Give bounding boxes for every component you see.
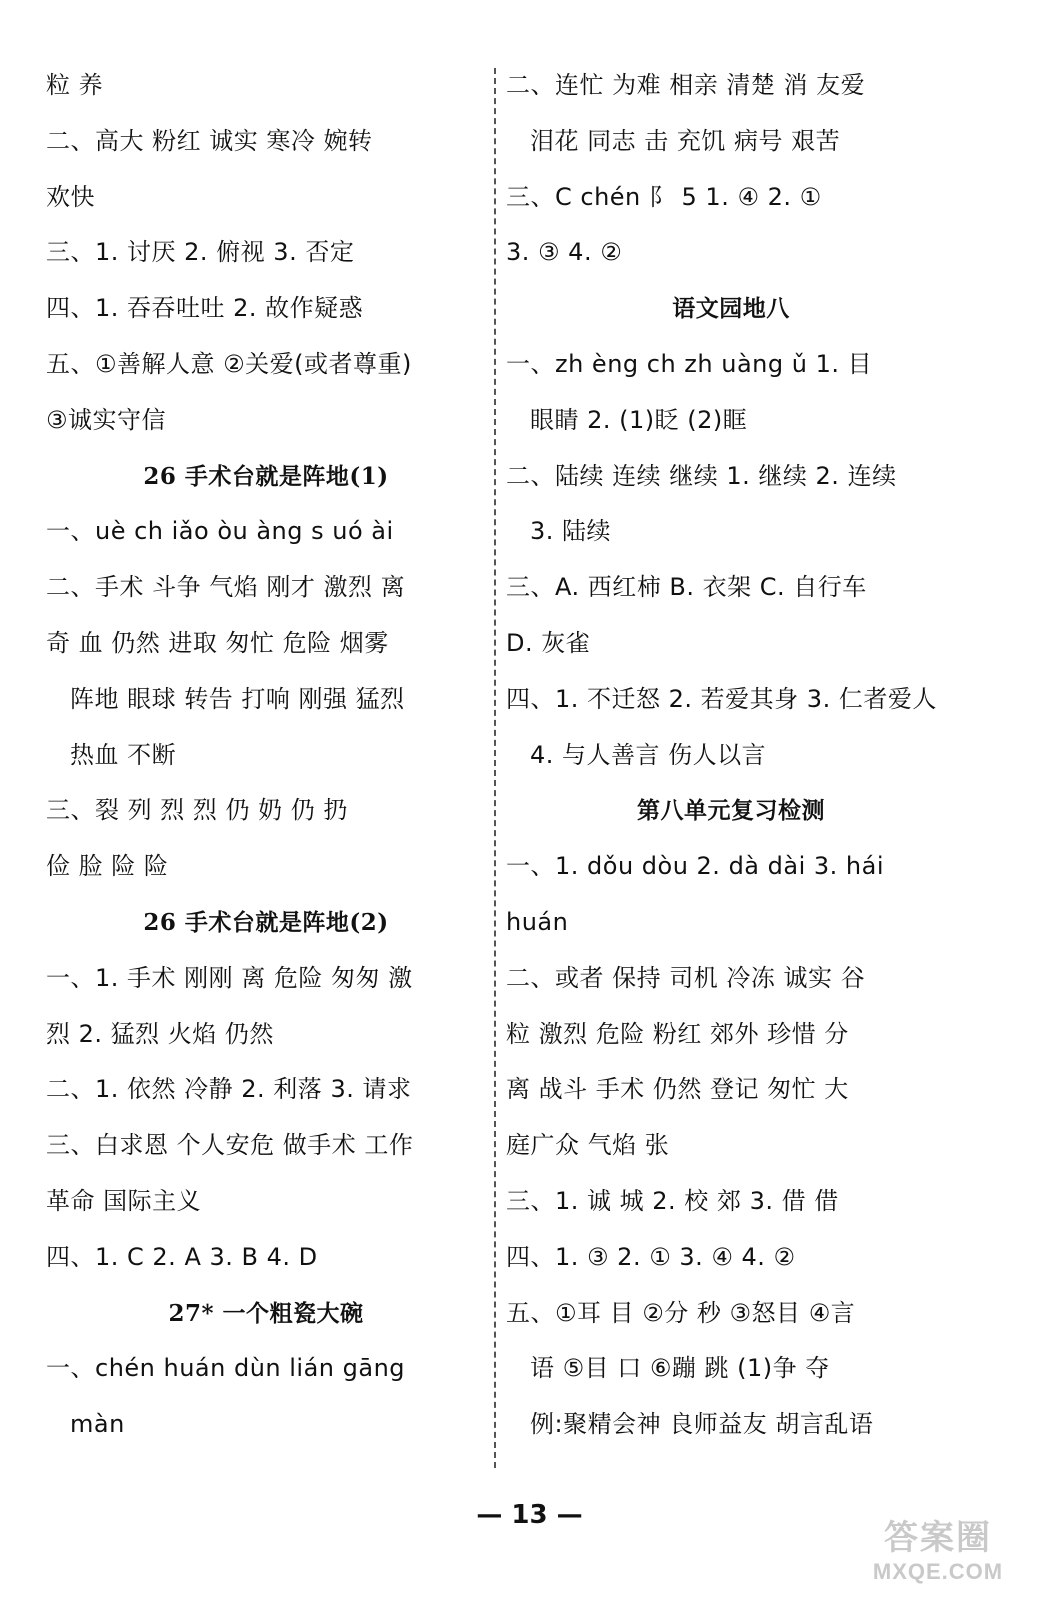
text-line: 二、陆续 连续 继续 1. 继续 2. 连续 bbox=[506, 461, 897, 490]
text-line: màn bbox=[70, 1410, 125, 1439]
section-heading: 26 手术台就是阵地(1) bbox=[143, 462, 389, 490]
text-line: 烈 2. 猛烈 火焰 仍然 bbox=[46, 1019, 274, 1048]
column-divider bbox=[494, 68, 496, 1468]
text-line: 奇 血 仍然 进取 匆忙 危险 烟雾 bbox=[46, 628, 389, 657]
text-line: 庭广众 气焰 张 bbox=[506, 1131, 670, 1160]
left-column bbox=[46, 58, 486, 1453]
text-line: 五、①善解人意 ②关爱(或者尊重) bbox=[46, 349, 412, 378]
right-column bbox=[506, 58, 956, 1453]
text-line: 眼睛 2. (1)眨 (2)眶 bbox=[530, 405, 748, 434]
text-line: 俭 脸 险 险 bbox=[46, 852, 169, 881]
text-line: 三、C chén 阝 5 1. ④ 2. ① bbox=[506, 182, 822, 211]
text-line: 二、高大 粉红 诚实 寒冷 婉转 bbox=[46, 126, 373, 155]
text-line: ③诚实守信 bbox=[46, 405, 167, 434]
text-line: 二、1. 依然 冷静 2. 利落 3. 请求 bbox=[46, 1075, 412, 1104]
text-line: 阵地 眼球 转告 打响 刚强 猛烈 bbox=[70, 684, 405, 713]
text-line: 粒 养 bbox=[46, 71, 104, 99]
text-line: 四、1. 不迁怒 2. 若爱其身 3. 仁者爱人 bbox=[506, 684, 937, 713]
text-line: 四、1. 吞吞吐吐 2. 故作疑惑 bbox=[46, 294, 364, 323]
section-heading: 27* 一个粗瓷大碗 bbox=[168, 1299, 364, 1327]
text-line: 二、或者 保持 司机 冷冻 诚实 谷 bbox=[506, 963, 866, 992]
watermark bbox=[838, 1518, 1038, 1592]
watermark-logo: 答案圈 bbox=[884, 1519, 992, 1557]
text-line: 语 ⑤目 口 ⑥蹦 跳 (1)争 夺 bbox=[530, 1354, 830, 1383]
page-number: — 13 — bbox=[476, 1500, 583, 1530]
text-line: 三、裂 列 烈 烈 仍 奶 仍 扔 bbox=[46, 796, 348, 825]
section-heading: 语文园地八 bbox=[672, 295, 790, 323]
text-line: D. 灰雀 bbox=[506, 628, 591, 657]
text-line: 离 战斗 手术 仍然 登记 匆忙 大 bbox=[506, 1075, 849, 1104]
section-heading: 26 手术台就是阵地(2) bbox=[143, 908, 389, 936]
text-line: 二、连忙 为难 相亲 清楚 消 友爱 bbox=[506, 71, 866, 99]
text-line: 粒 激烈 危险 粉红 郊外 珍惜 分 bbox=[506, 1019, 849, 1048]
text-line: 3. 陆续 bbox=[530, 517, 612, 546]
text-line: 三、1. 诚 城 2. 校 郊 3. 借 借 bbox=[506, 1186, 839, 1215]
text-line: 一、1. 手术 刚刚 离 危险 匆匆 激 bbox=[46, 963, 413, 992]
section-heading: 第八单元复习检测 bbox=[637, 797, 825, 825]
text-line: 3. ③ 4. ② bbox=[506, 238, 623, 267]
text-line: huán bbox=[506, 907, 569, 936]
text-line: 三、1. 讨厌 2. 俯视 3. 否定 bbox=[46, 238, 355, 267]
text-line: 二、手术 斗争 气焰 刚才 激烈 离 bbox=[46, 573, 406, 602]
text-line: 泪花 同志 击 充饥 病号 艰苦 bbox=[530, 126, 841, 155]
text-line: 热血 不断 bbox=[70, 740, 177, 769]
text-line: 欢快 bbox=[46, 182, 95, 211]
text-line: 三、白求恩 个人安危 做手术 工作 bbox=[46, 1131, 414, 1160]
watermark-url: MXQE.COM bbox=[872, 1559, 1004, 1584]
text-line: 四、1. ③ 2. ① 3. ④ 4. ② bbox=[506, 1242, 796, 1271]
text-line: 五、①耳 目 ②分 秒 ③怒目 ④言 bbox=[506, 1298, 856, 1327]
text-line: 一、uè ch iǎo òu àng s uó ài bbox=[46, 517, 394, 546]
text-line: 一、zh èng ch zh uàng ǔ 1. 目 bbox=[506, 349, 873, 378]
text-line: 4. 与人善言 伤人以言 bbox=[530, 740, 767, 769]
text-line: 例:聚精会神 良师益友 胡言乱语 bbox=[530, 1410, 874, 1439]
text-line: 革命 国际主义 bbox=[46, 1186, 202, 1215]
text-line: 一、chén huán dùn lián gāng bbox=[46, 1354, 406, 1383]
text-line: 三、A. 西红柿 B. 衣架 C. 自行车 bbox=[506, 573, 867, 602]
text-line: 一、1. dǒu dòu 2. dà dài 3. hái bbox=[506, 852, 884, 881]
text-line: 四、1. C 2. A 3. B 4. D bbox=[46, 1242, 318, 1271]
